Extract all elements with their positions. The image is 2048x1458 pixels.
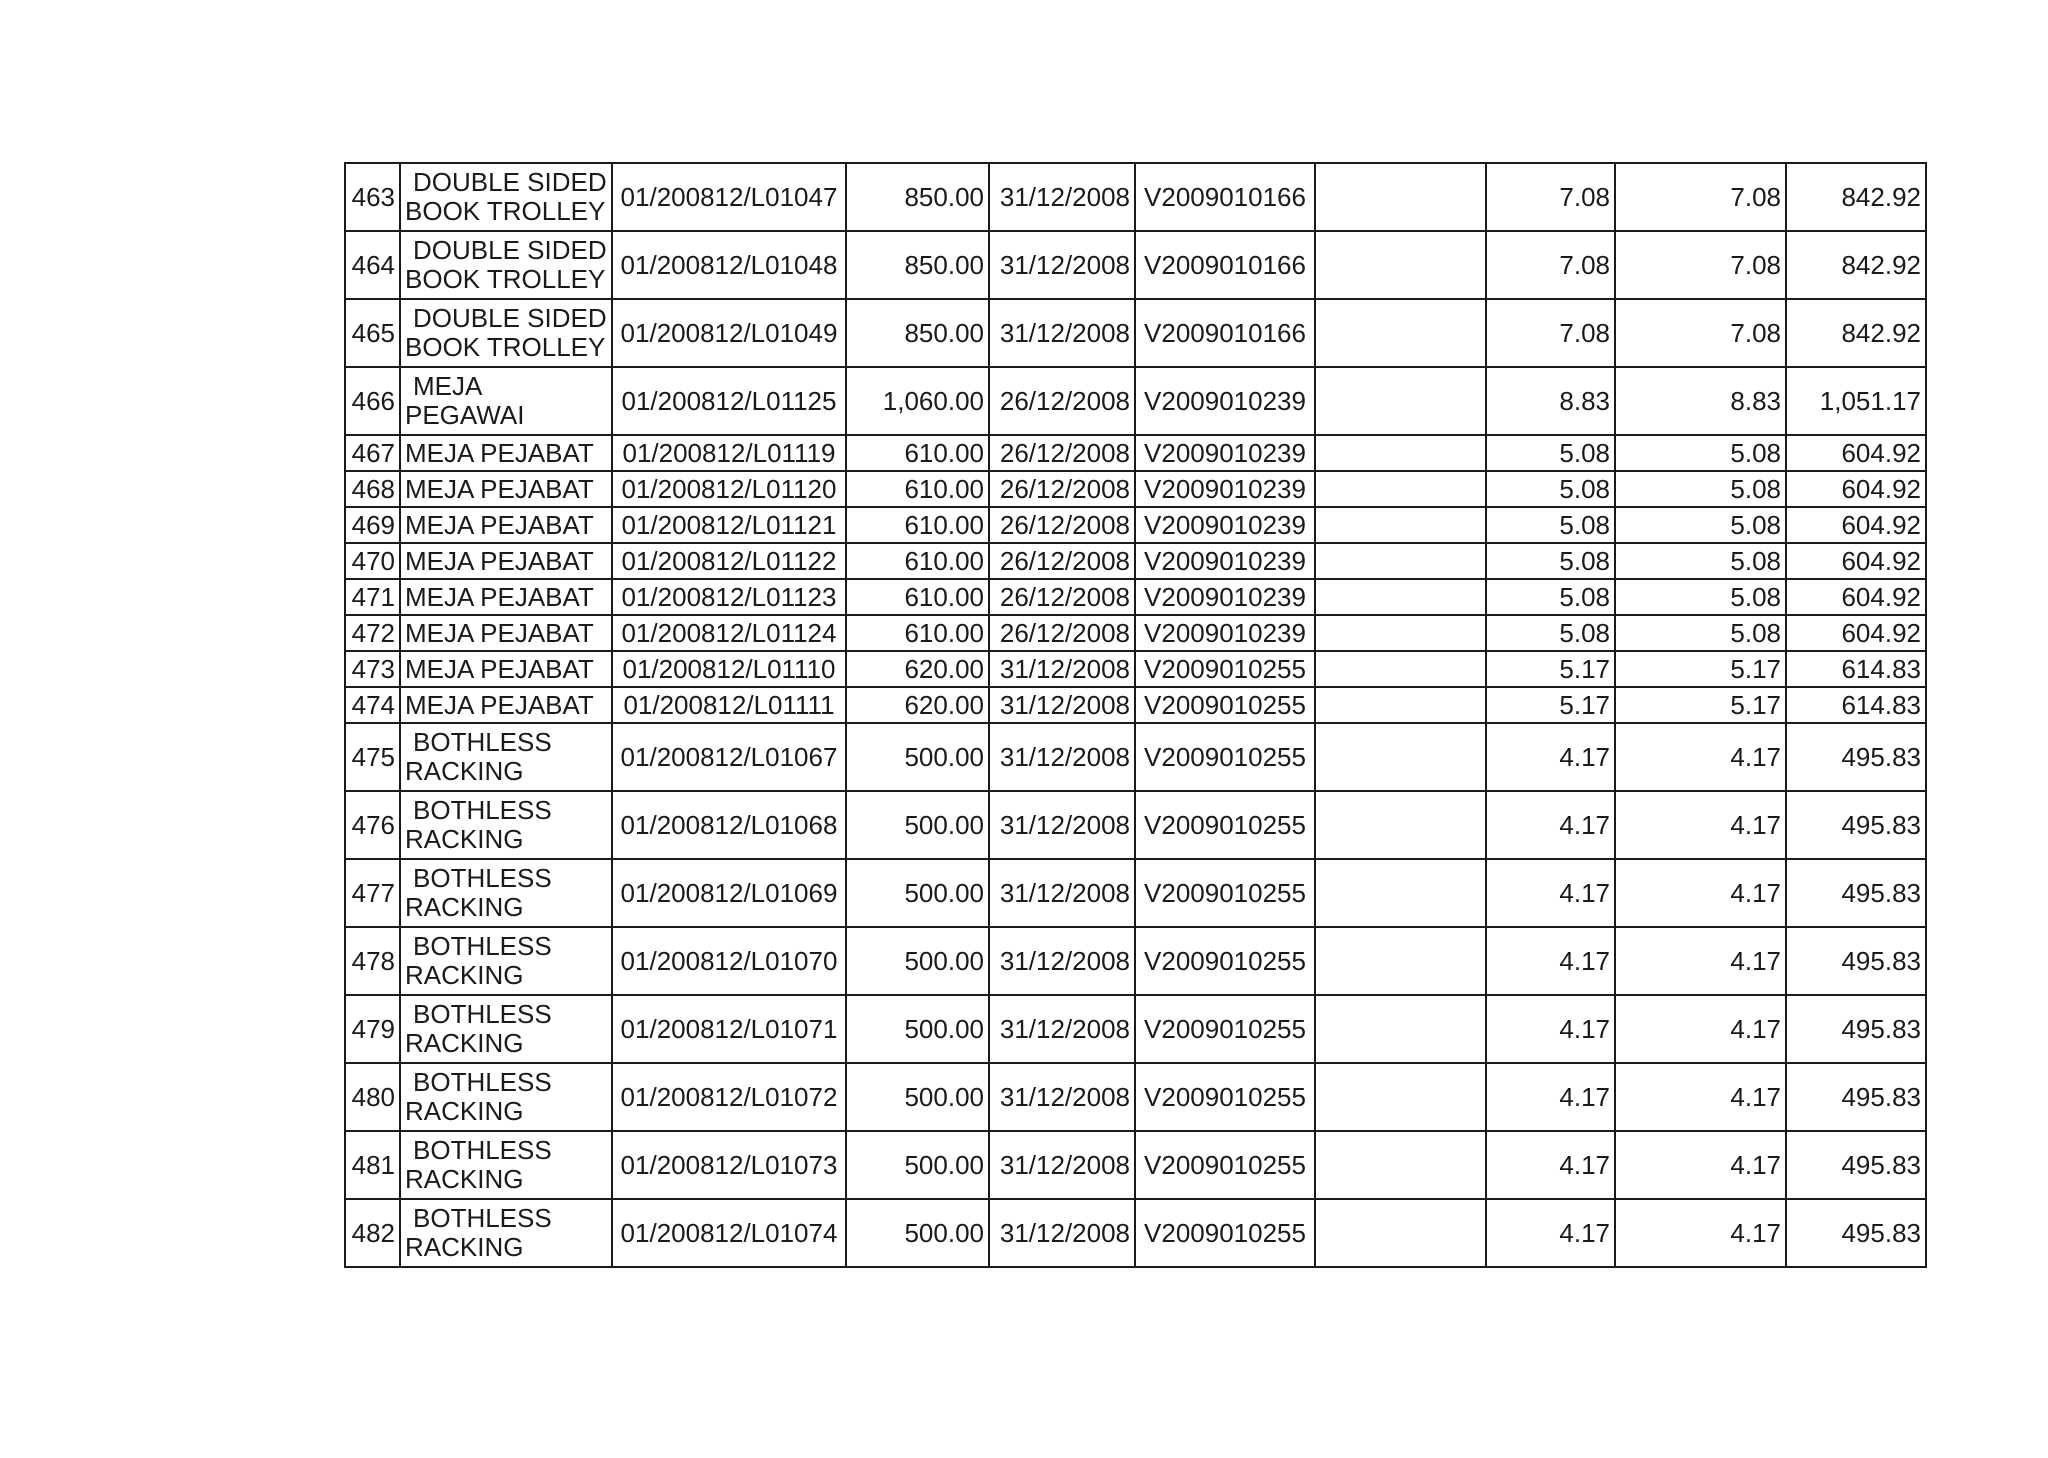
table-row <box>345 435 1926 471</box>
depreciation-cell: 5.17 <box>1486 687 1615 723</box>
accumulated-depreciation-cell: 5.08 <box>1615 543 1786 579</box>
date-cell: 31/12/2008 <box>989 859 1135 927</box>
asset-tag-cell: 01/200812/L01070 <box>612 927 846 995</box>
asset-tag-cell: 01/200812/L01049 <box>612 299 846 367</box>
accumulated-depreciation-cell: 4.17 <box>1615 927 1786 995</box>
accumulated-depreciation-cell: 7.08 <box>1615 231 1786 299</box>
net-book-value-cell: 614.83 <box>1786 651 1926 687</box>
asset-tag-cell: 01/200812/L01048 <box>612 231 846 299</box>
voucher-cell: V2009010255 <box>1135 1131 1315 1199</box>
description-cell <box>400 1063 612 1131</box>
asset-tag-cell: 01/200812/L01068 <box>612 791 846 859</box>
cost-cell: 610.00 <box>846 435 989 471</box>
description-cell <box>400 723 612 791</box>
description-cell <box>400 1131 612 1199</box>
asset-tag-cell: 01/200812/L01047 <box>612 163 846 231</box>
depreciation-cell: 4.17 <box>1486 1131 1615 1199</box>
depreciation-cell: 4.17 <box>1486 995 1615 1063</box>
table-row <box>345 231 1926 299</box>
cost-cell: 620.00 <box>846 687 989 723</box>
table-row <box>345 543 1926 579</box>
net-book-value-cell: 495.83 <box>1786 723 1926 791</box>
row-number-cell: 470 <box>345 543 400 579</box>
cost-cell: 610.00 <box>846 471 989 507</box>
row-number-cell: 480 <box>345 1063 400 1131</box>
date-cell: 31/12/2008 <box>989 299 1135 367</box>
net-book-value-cell: 842.92 <box>1786 231 1926 299</box>
table-row <box>345 471 1926 507</box>
date-cell: 31/12/2008 <box>989 1131 1135 1199</box>
depreciation-cell: 4.17 <box>1486 723 1615 791</box>
accumulated-depreciation-cell: 4.17 <box>1615 1131 1786 1199</box>
description-line-1: BOTHLESS <box>413 1067 552 1097</box>
empty-cell <box>1315 615 1486 651</box>
date-cell: 31/12/2008 <box>989 927 1135 995</box>
row-number-cell: 463 <box>345 163 400 231</box>
date-cell: 26/12/2008 <box>989 615 1135 651</box>
cost-cell: 610.00 <box>846 543 989 579</box>
description-line-1: DOUBLE SIDED <box>413 303 607 333</box>
cost-cell: 620.00 <box>846 651 989 687</box>
row-number-cell: 473 <box>345 651 400 687</box>
empty-cell <box>1315 687 1486 723</box>
cost-cell: 500.00 <box>846 1131 989 1199</box>
voucher-cell: V2009010239 <box>1135 471 1315 507</box>
accumulated-depreciation-cell: 5.17 <box>1615 651 1786 687</box>
voucher-cell: V2009010239 <box>1135 367 1315 435</box>
voucher-cell: V2009010255 <box>1135 1199 1315 1267</box>
empty-cell <box>1315 231 1486 299</box>
cost-cell: 500.00 <box>846 1199 989 1267</box>
description-line-2: RACKING <box>405 892 524 922</box>
row-number-cell: 465 <box>345 299 400 367</box>
table-row <box>345 1063 1926 1131</box>
cost-cell: 500.00 <box>846 927 989 995</box>
empty-cell <box>1315 543 1486 579</box>
description-line-1: DOUBLE SIDED <box>413 235 607 265</box>
table-row <box>345 687 1926 723</box>
net-book-value-cell: 604.92 <box>1786 507 1926 543</box>
description-line-1: MEJA <box>413 371 483 401</box>
empty-cell <box>1315 995 1486 1063</box>
cost-cell: 500.00 <box>846 859 989 927</box>
empty-cell <box>1315 791 1486 859</box>
table-row <box>345 995 1926 1063</box>
description-line-2: BOOK TROLLEY <box>405 264 606 294</box>
asset-tag-cell: 01/200812/L01119 <box>612 435 846 471</box>
accumulated-depreciation-cell: 5.08 <box>1615 579 1786 615</box>
row-number-cell: 469 <box>345 507 400 543</box>
voucher-cell: V2009010255 <box>1135 1063 1315 1131</box>
description-cell <box>400 231 612 299</box>
empty-cell <box>1315 579 1486 615</box>
empty-cell <box>1315 927 1486 995</box>
accumulated-depreciation-cell: 4.17 <box>1615 1199 1786 1267</box>
table-row <box>345 367 1926 435</box>
date-cell: 31/12/2008 <box>989 1063 1135 1131</box>
accumulated-depreciation-cell: 4.17 <box>1615 1063 1786 1131</box>
net-book-value-cell: 495.83 <box>1786 791 1926 859</box>
description-line-1: BOTHLESS <box>413 795 552 825</box>
empty-cell <box>1315 471 1486 507</box>
voucher-cell: V2009010239 <box>1135 507 1315 543</box>
table-row <box>345 927 1926 995</box>
net-book-value-cell: 604.92 <box>1786 579 1926 615</box>
cost-cell: 1,060.00 <box>846 367 989 435</box>
cost-cell: 850.00 <box>846 163 989 231</box>
voucher-cell: V2009010166 <box>1135 163 1315 231</box>
row-number-cell: 467 <box>345 435 400 471</box>
net-book-value-cell: 614.83 <box>1786 687 1926 723</box>
accumulated-depreciation-cell: 7.08 <box>1615 299 1786 367</box>
net-book-value-cell: 495.83 <box>1786 927 1926 995</box>
table-row <box>345 579 1926 615</box>
accumulated-depreciation-cell: 8.83 <box>1615 367 1786 435</box>
net-book-value-cell: 495.83 <box>1786 1199 1926 1267</box>
description-cell <box>400 995 612 1063</box>
date-cell: 26/12/2008 <box>989 471 1135 507</box>
depreciation-cell: 5.08 <box>1486 435 1615 471</box>
description-cell: MEJA PEJABAT <box>400 651 612 687</box>
table-row <box>345 1199 1926 1267</box>
empty-cell <box>1315 299 1486 367</box>
cost-cell: 850.00 <box>846 299 989 367</box>
accumulated-depreciation-cell: 4.17 <box>1615 723 1786 791</box>
asset-tag-cell: 01/200812/L01110 <box>612 651 846 687</box>
empty-cell <box>1315 507 1486 543</box>
row-number-cell: 482 <box>345 1199 400 1267</box>
description-cell <box>400 1199 612 1267</box>
accumulated-depreciation-cell: 5.08 <box>1615 471 1786 507</box>
description-line-1: BOTHLESS <box>413 1135 552 1165</box>
empty-cell <box>1315 367 1486 435</box>
depreciation-cell: 8.83 <box>1486 367 1615 435</box>
net-book-value-cell: 604.92 <box>1786 543 1926 579</box>
net-book-value-cell: 1,051.17 <box>1786 367 1926 435</box>
date-cell: 26/12/2008 <box>989 435 1135 471</box>
date-cell: 31/12/2008 <box>989 231 1135 299</box>
description-line-1: BOTHLESS <box>413 727 552 757</box>
net-book-value-cell: 495.83 <box>1786 995 1926 1063</box>
table-row <box>345 723 1926 791</box>
description-cell <box>400 163 612 231</box>
depreciation-cell: 5.08 <box>1486 507 1615 543</box>
voucher-cell: V2009010255 <box>1135 859 1315 927</box>
cost-cell: 500.00 <box>846 1063 989 1131</box>
description-cell <box>400 367 612 435</box>
depreciation-cell: 5.08 <box>1486 543 1615 579</box>
accumulated-depreciation-cell: 7.08 <box>1615 163 1786 231</box>
date-cell: 26/12/2008 <box>989 579 1135 615</box>
voucher-cell: V2009010255 <box>1135 927 1315 995</box>
row-number-cell: 466 <box>345 367 400 435</box>
accumulated-depreciation-cell: 5.17 <box>1615 687 1786 723</box>
row-number-cell: 479 <box>345 995 400 1063</box>
empty-cell <box>1315 723 1486 791</box>
net-book-value-cell: 604.92 <box>1786 435 1926 471</box>
accumulated-depreciation-cell: 4.17 <box>1615 791 1786 859</box>
date-cell: 26/12/2008 <box>989 543 1135 579</box>
net-book-value-cell: 604.92 <box>1786 615 1926 651</box>
empty-cell <box>1315 163 1486 231</box>
cost-cell: 500.00 <box>846 791 989 859</box>
asset-tag-cell: 01/200812/L01120 <box>612 471 846 507</box>
description-line-2: RACKING <box>405 824 524 854</box>
cost-cell: 500.00 <box>846 995 989 1063</box>
depreciation-cell: 4.17 <box>1486 791 1615 859</box>
table-row <box>345 651 1926 687</box>
date-cell: 31/12/2008 <box>989 163 1135 231</box>
description-cell <box>400 299 612 367</box>
asset-tag-cell: 01/200812/L01072 <box>612 1063 846 1131</box>
row-number-cell: 471 <box>345 579 400 615</box>
depreciation-cell: 7.08 <box>1486 163 1615 231</box>
accumulated-depreciation-cell: 4.17 <box>1615 995 1786 1063</box>
row-number-cell: 478 <box>345 927 400 995</box>
net-book-value-cell: 495.83 <box>1786 1063 1926 1131</box>
date-cell: 26/12/2008 <box>989 367 1135 435</box>
description-cell: MEJA PEJABAT <box>400 543 612 579</box>
row-number-cell: 475 <box>345 723 400 791</box>
depreciation-cell: 4.17 <box>1486 1199 1615 1267</box>
net-book-value-cell: 495.83 <box>1786 1131 1926 1199</box>
depreciation-cell: 5.17 <box>1486 651 1615 687</box>
net-book-value-cell: 495.83 <box>1786 859 1926 927</box>
accumulated-depreciation-cell: 5.08 <box>1615 507 1786 543</box>
date-cell: 31/12/2008 <box>989 1199 1135 1267</box>
depreciation-cell: 5.08 <box>1486 579 1615 615</box>
date-cell: 31/12/2008 <box>989 723 1135 791</box>
row-number-cell: 474 <box>345 687 400 723</box>
asset-tag-cell: 01/200812/L01121 <box>612 507 846 543</box>
empty-cell <box>1315 1199 1486 1267</box>
cost-cell: 610.00 <box>846 579 989 615</box>
date-cell: 31/12/2008 <box>989 791 1135 859</box>
table-row <box>345 299 1926 367</box>
description-line-2: RACKING <box>405 1028 524 1058</box>
table-row <box>345 615 1926 651</box>
depreciation-cell: 5.08 <box>1486 471 1615 507</box>
cost-cell: 610.00 <box>846 615 989 651</box>
asset-tag-cell: 01/200812/L01069 <box>612 859 846 927</box>
date-cell: 31/12/2008 <box>989 687 1135 723</box>
description-line-2: BOOK TROLLEY <box>405 196 606 226</box>
net-book-value-cell: 842.92 <box>1786 299 1926 367</box>
depreciation-cell: 4.17 <box>1486 927 1615 995</box>
voucher-cell: V2009010255 <box>1135 791 1315 859</box>
description-line-2: RACKING <box>405 1164 524 1194</box>
voucher-cell: V2009010239 <box>1135 579 1315 615</box>
empty-cell <box>1315 1063 1486 1131</box>
voucher-cell: V2009010166 <box>1135 299 1315 367</box>
voucher-cell: V2009010255 <box>1135 687 1315 723</box>
date-cell: 31/12/2008 <box>989 651 1135 687</box>
row-number-cell: 477 <box>345 859 400 927</box>
empty-cell <box>1315 435 1486 471</box>
description-line-1: BOTHLESS <box>413 931 552 961</box>
empty-cell <box>1315 859 1486 927</box>
voucher-cell: V2009010239 <box>1135 543 1315 579</box>
description-line-1: BOTHLESS <box>413 1203 552 1233</box>
voucher-cell: V2009010255 <box>1135 651 1315 687</box>
description-cell: MEJA PEJABAT <box>400 687 612 723</box>
description-cell <box>400 791 612 859</box>
description-line-2: RACKING <box>405 960 524 990</box>
empty-cell <box>1315 1131 1486 1199</box>
row-number-cell: 476 <box>345 791 400 859</box>
description-cell <box>400 927 612 995</box>
description-line-2: RACKING <box>405 1096 524 1126</box>
description-cell: MEJA PEJABAT <box>400 471 612 507</box>
voucher-cell: V2009010239 <box>1135 435 1315 471</box>
table-row <box>345 859 1926 927</box>
empty-cell <box>1315 651 1486 687</box>
description-cell: MEJA PEJABAT <box>400 615 612 651</box>
table-row <box>345 791 1926 859</box>
asset-tag-cell: 01/200812/L01074 <box>612 1199 846 1267</box>
voucher-cell: V2009010255 <box>1135 995 1315 1063</box>
asset-tag-cell: 01/200812/L01123 <box>612 579 846 615</box>
date-cell: 31/12/2008 <box>989 995 1135 1063</box>
depreciation-cell: 7.08 <box>1486 231 1615 299</box>
row-number-cell: 472 <box>345 615 400 651</box>
date-cell: 26/12/2008 <box>989 507 1135 543</box>
description-line-1: BOTHLESS <box>413 863 552 893</box>
voucher-cell: V2009010239 <box>1135 615 1315 651</box>
voucher-cell: V2009010166 <box>1135 231 1315 299</box>
table-row <box>345 163 1926 231</box>
depreciation-cell: 7.08 <box>1486 299 1615 367</box>
table-row <box>345 507 1926 543</box>
accumulated-depreciation-cell: 5.08 <box>1615 615 1786 651</box>
depreciation-cell: 5.08 <box>1486 615 1615 651</box>
net-book-value-cell: 842.92 <box>1786 163 1926 231</box>
depreciation-cell: 4.17 <box>1486 1063 1615 1131</box>
voucher-cell: V2009010255 <box>1135 723 1315 791</box>
description-cell: MEJA PEJABAT <box>400 507 612 543</box>
asset-tag-cell: 01/200812/L01111 <box>612 687 846 723</box>
asset-tag-cell: 01/200812/L01122 <box>612 543 846 579</box>
asset-tag-cell: 01/200812/L01067 <box>612 723 846 791</box>
row-number-cell: 464 <box>345 231 400 299</box>
asset-tag-cell: 01/200812/L01125 <box>612 367 846 435</box>
row-number-cell: 468 <box>345 471 400 507</box>
cost-cell: 610.00 <box>846 507 989 543</box>
asset-tag-cell: 01/200812/L01073 <box>612 1131 846 1199</box>
description-cell: MEJA PEJABAT <box>400 579 612 615</box>
row-number-cell: 481 <box>345 1131 400 1199</box>
asset-tag-cell: 01/200812/L01124 <box>612 615 846 651</box>
accumulated-depreciation-cell: 5.08 <box>1615 435 1786 471</box>
description-line-2: RACKING <box>405 756 524 786</box>
description-line-2: PEGAWAI <box>405 400 525 430</box>
accumulated-depreciation-cell: 4.17 <box>1615 859 1786 927</box>
table-row <box>345 1131 1926 1199</box>
description-cell <box>400 859 612 927</box>
description-line-1: DOUBLE SIDED <box>413 167 607 197</box>
depreciation-cell: 4.17 <box>1486 859 1615 927</box>
asset-register-table <box>344 162 1927 1268</box>
table-body <box>345 163 1926 1267</box>
cost-cell: 850.00 <box>846 231 989 299</box>
description-cell: MEJA PEJABAT <box>400 435 612 471</box>
description-line-2: BOOK TROLLEY <box>405 332 606 362</box>
description-line-1: BOTHLESS <box>413 999 552 1029</box>
cost-cell: 500.00 <box>846 723 989 791</box>
asset-tag-cell: 01/200812/L01071 <box>612 995 846 1063</box>
description-line-2: RACKING <box>405 1232 524 1262</box>
net-book-value-cell: 604.92 <box>1786 471 1926 507</box>
